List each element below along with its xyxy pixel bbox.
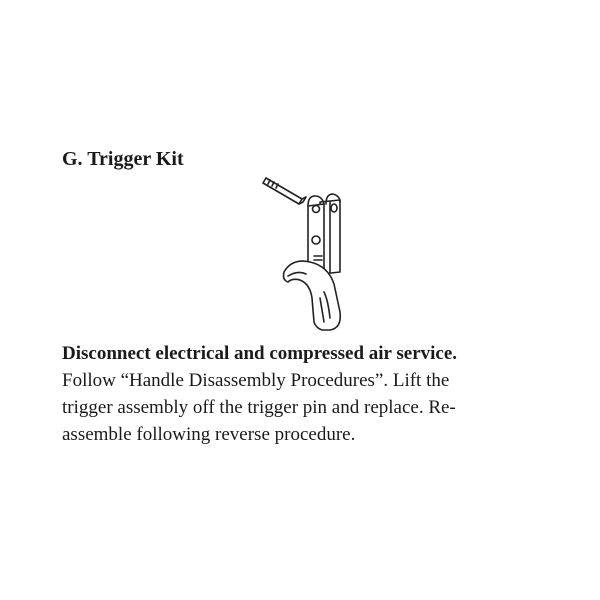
trigger-kit-illustration bbox=[262, 172, 352, 338]
trigger-pin-icon bbox=[263, 178, 306, 204]
instruction-line: assemble following reverse procedure. bbox=[62, 424, 356, 445]
instruction-line: Follow “Handle Disassembly Procedures”. Lift the bbox=[62, 370, 450, 391]
instruction-text bbox=[62, 340, 562, 448]
section-heading: G. Trigger Kit bbox=[62, 148, 184, 170]
trigger-body-icon bbox=[284, 194, 341, 330]
service-warning: Disconnect electrical and compressed air service. bbox=[62, 343, 458, 364]
instruction-line: trigger assembly off the trigger pin and replace. Re- bbox=[62, 397, 456, 418]
